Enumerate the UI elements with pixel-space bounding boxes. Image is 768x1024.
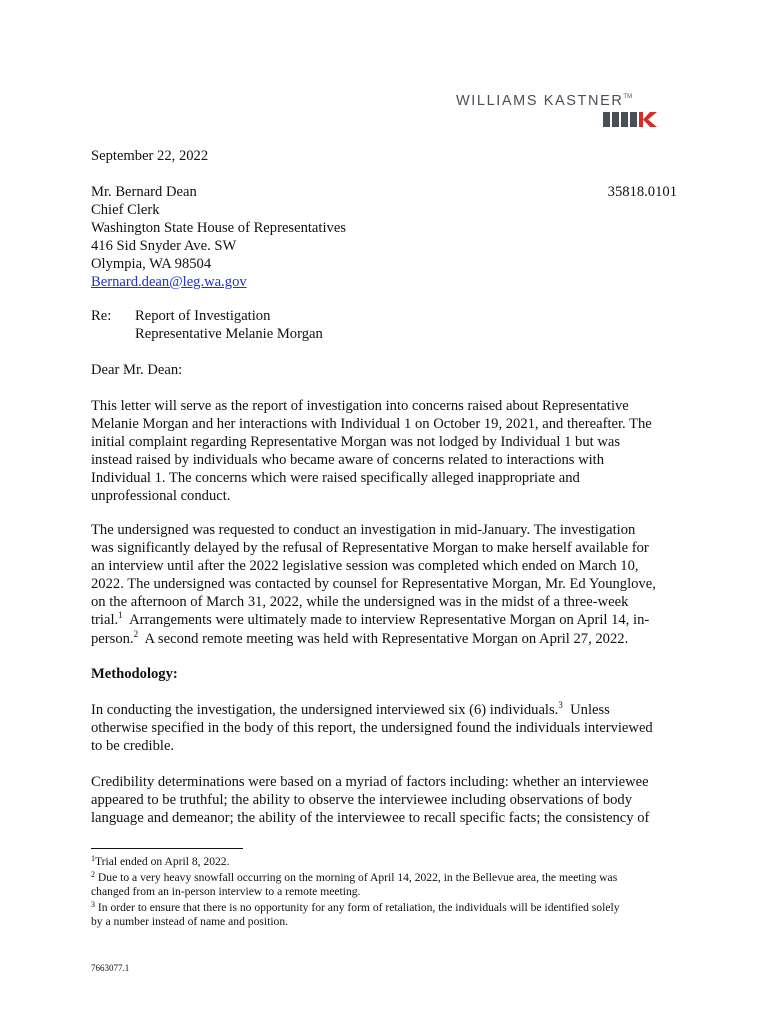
text-line: was significantly delayed by the refusal of Representative Morgan to make herself available for [91,540,649,557]
text-line: This letter will serve as the report of investigation into concerns raised about Representative [91,398,629,414]
text-line: unprofessional conduct. [91,488,231,505]
text-line: Credibility determinations were based on a myriad of factors including: whether an interviewee [91,774,649,790]
text-line: to be credible. [91,738,175,755]
footnote-3: $^3$ In order to ensure that there is no opportunity for any form of retaliation, the individuals will be identified solely by a number instead of name and position. [91,900,620,929]
footnote-2: $^2$ Due to a very heavy snowfall occurring on the morning of April 14, 2022, in the Bellevue area, the meeting was changed from an in-person interview to a remote meeting. [91,870,618,899]
footnote-ref-3[interactable]: 3 [558,700,563,710]
recipient-title: Chief Clerk [91,202,160,218]
text-line: initial complaint regarding Representative Morgan was not lodged by Individual 1 but was [91,434,621,451]
text-line: language and demeanor; the ability of the interviewee to recall specific facts; the consistency of [91,810,650,827]
footnote-divider [91,848,243,849]
text-line: Melanie Morgan and her interactions with Individual 1 on October 19, 2021, and thereafter. The [91,416,652,433]
firm-logo [456,93,676,133]
recipient-organization: Washington State House of Representatives [91,220,346,236]
recipient-city: Olympia, WA 98504 [91,256,212,272]
re-line-1: Report of Investigation [135,308,271,324]
text-line: 2022. The undersigned was contacted by counsel for Representative Morgan, Mr. Ed Younglove, [91,576,656,593]
text-line: Individual 1. The concerns which were raised specifically alleged inappropriate and [91,470,580,487]
recipient-email-link[interactable]: Bernard.dean@leg.wa.gov [91,274,247,290]
letter-date: September 22, 2022 [91,148,209,164]
text-line: The undersigned was requested to conduct an investigation in mid-January. The investigation [91,522,636,538]
paragraph-timeline [91,521,691,648]
paragraph-intro [91,397,691,506]
firm-logo-text: WILLIAMS KASTNER™ [456,93,633,109]
text-line: trial.$^1$ Arrangements were ultimately made to interview Representative Morgan on April 14, in- [91,610,650,629]
recipient-street: 416 Sid Snyder Ave. SW [91,238,237,254]
paragraph-credibility [91,773,691,827]
text-line: on the afternoon of March 31, 2022, while the undersigned was in the midst of a three-week [91,594,629,611]
document-number: 7663077.1 [91,963,130,973]
file-number: 35818.0101 [607,184,677,200]
text-line: In conducting the investigation, the undersigned interviewed six (6) individuals.$^3$ Unless [91,700,610,718]
paragraph-interviews [91,701,691,755]
text-line: instead raised by individuals who became aware of concerns related to interactions with [91,452,605,469]
section-heading-methodology: Methodology: [91,666,178,682]
text-line: appeared to be truthful; the ability to observe the interviewee including observations of body [91,792,633,809]
re-subject [135,307,323,343]
salutation: Dear Mr. Dean: [91,362,183,378]
recipient-name: Mr. Bernard Dean [91,184,197,200]
firm-logo-mark-icon [603,112,659,127]
text-line: an interview until after the 2022 legislative session was completed which ended on March 10, [91,558,639,575]
text-line: person.$^2$ A second remote meeting was held with Representative Morgan on April 27, 2022. [91,628,629,647]
re-line-2: Representative Melanie Morgan [135,326,323,342]
footnote-1: $^1$Trial ended on April 8, 2022. [91,854,230,868]
re-label: Re: [91,308,112,324]
footnote-ref-2[interactable]: 2 [133,628,139,639]
text-line: otherwise specified in the body of this report, the undersigned found the individuals interviewed [91,720,653,737]
footnote-ref-1[interactable]: 1 [118,610,123,621]
